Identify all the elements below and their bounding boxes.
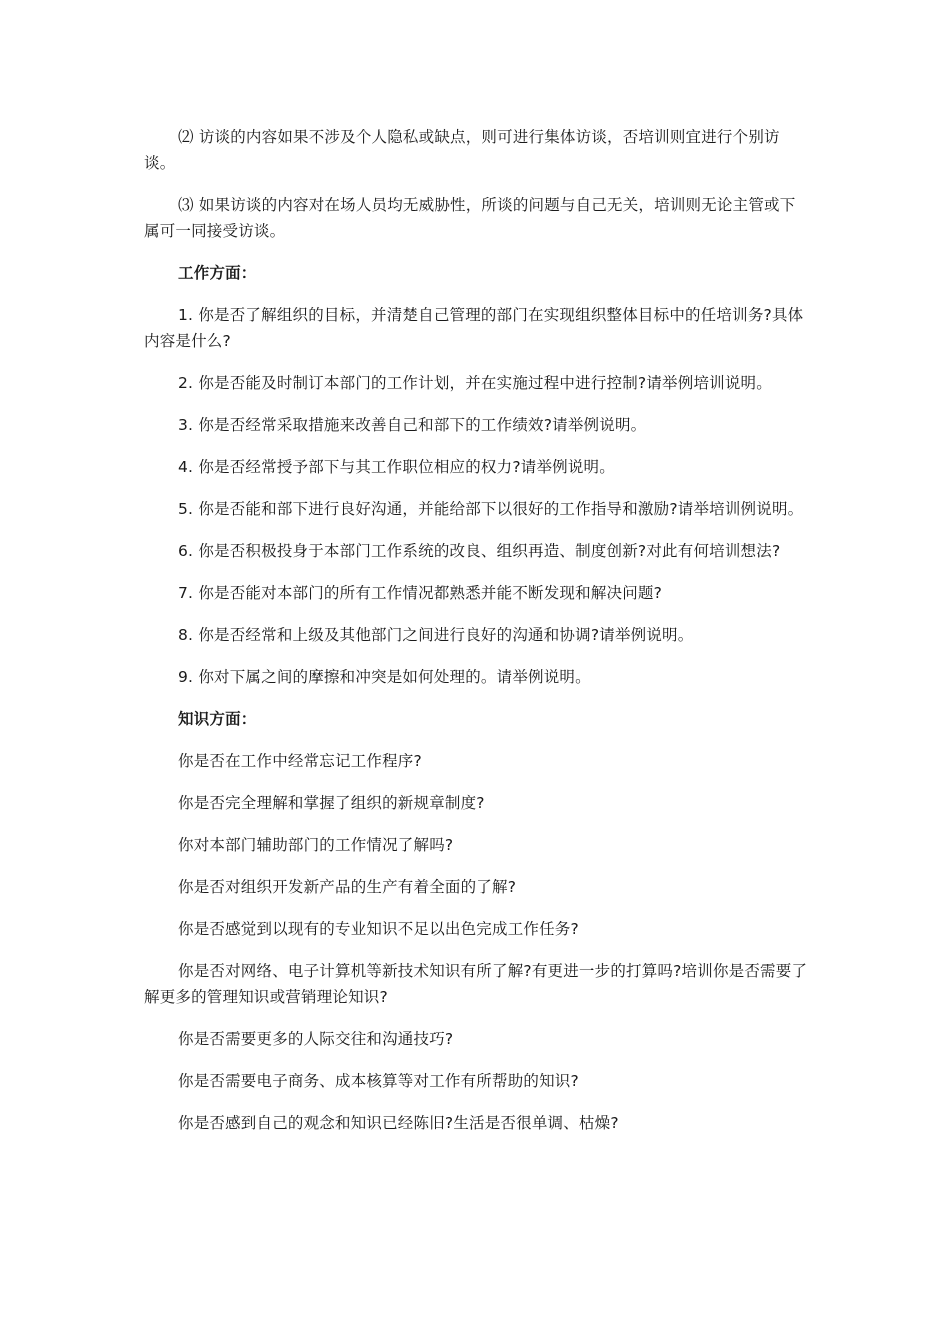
paragraph-group-interview: ⑵ 访谈的内容如果不涉及个人隐私或缺点，则可进行集体访谈，否培训则宜进行个别访谈。 — [144, 128, 780, 172]
knowledge-question-8: 你是否需要电子商务、成本核算等对工作有所帮助的知识? — [178, 1072, 579, 1090]
work-question-5: 5. 你是否能和部下进行良好沟通，并能给部下以很好的工作指导和激励?请举培训例说明。 — [178, 500, 804, 518]
work-question-7: 7. 你是否能对本部门的所有工作情况都熟悉并能不断发现和解决问题? — [178, 584, 663, 602]
section-heading-work: 工作方面： — [178, 264, 257, 282]
knowledge-question-4: 你是否对组织开发新产品的生产有着全面的了解? — [178, 878, 517, 896]
knowledge-question-7: 你是否需要更多的人际交往和沟通技巧? — [178, 1030, 454, 1048]
work-question-4: 4. 你是否经常授予部下与其工作职位相应的权力?请举例说明。 — [178, 458, 615, 476]
work-question-3: 3. 你是否经常采取措施来改善自己和部下的工作绩效?请举例说明。 — [178, 416, 647, 434]
knowledge-question-6: 你是否对网络、电子计算机等新技术知识有所了解?有更进一步的打算吗?培训你是否需要了解更多的管理知识或营销理论知识? — [144, 962, 808, 1006]
knowledge-question-9: 你是否感到自己的观念和知识已经陈旧?生活是否很单调、枯燥? — [178, 1114, 619, 1132]
knowledge-question-3: 你对本部门辅助部门的工作情况了解吗? — [178, 836, 454, 854]
work-question-2: 2. 你是否能及时制订本部门的工作计划，并在实施过程中进行控制?请举例培训说明。 — [178, 374, 772, 392]
knowledge-question-2: 你是否完全理解和掌握了组织的新规章制度? — [178, 794, 485, 812]
paragraph-joint-interview: ⑶ 如果访谈的内容对在场人员均无威胁性，所谈的问题与自己无关，培训则无论主管或下属可一同接受访谈。 — [144, 196, 796, 240]
knowledge-question-1: 你是否在工作中经常忘记工作程序? — [178, 752, 422, 770]
work-question-9: 9. 你对下属之间的摩擦和冲突是如何处理的。请举例说明。 — [178, 668, 591, 686]
work-question-6: 6. 你是否积极投身于本部门工作系统的改良、组织再造、制度创新?对此有何培训想法? — [178, 542, 781, 560]
work-question-8: 8. 你是否经常和上级及其他部门之间进行良好的沟通和协调?请举例说明。 — [178, 626, 694, 644]
knowledge-question-5: 你是否感觉到以现有的专业知识不足以出色完成工作任务? — [178, 920, 579, 938]
work-question-1: 1. 你是否了解组织的目标，并清楚自己管理的部门在实现组织整体目标中的任培训务?具体内容是什么? — [144, 306, 804, 350]
section-heading-knowledge: 知识方面： — [178, 710, 257, 728]
document-body — [144, 124, 809, 1152]
